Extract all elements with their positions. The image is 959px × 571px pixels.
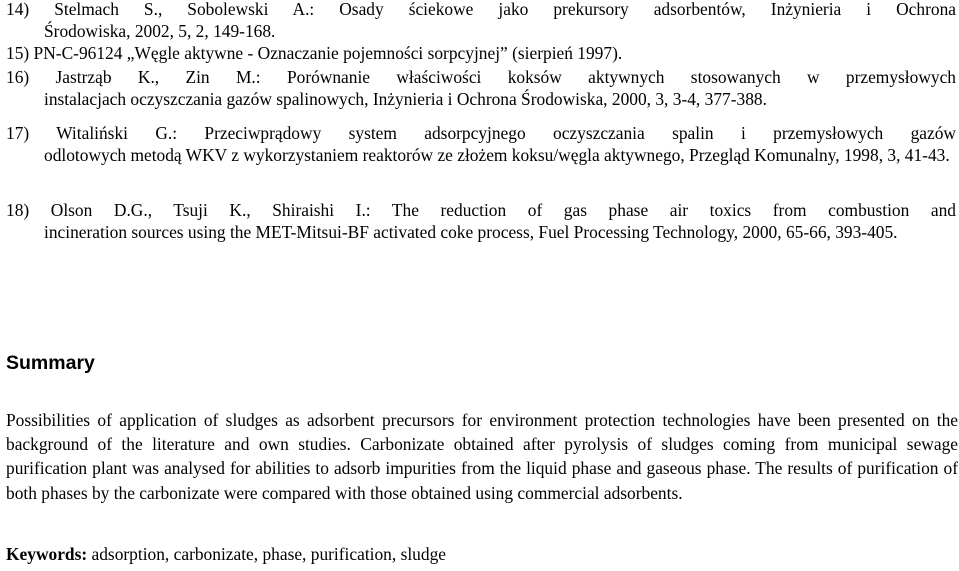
keywords-text: adsorption, carbonizate, phase, purification, sludge: [91, 544, 446, 564]
reference-14-continuation: Środowiska, 2002, 5, 2, 149-168.: [44, 21, 276, 42]
reference-number: 15): [6, 43, 30, 63]
reference-14: [6, 0, 956, 43]
summary-heading: Summary: [6, 352, 95, 374]
reference-number: 18): [6, 200, 30, 220]
reference-15-text: PN-C-96124 „Węgle aktywne - Oznaczanie pojemności sorpcyjnej” (sierpień 1997).: [33, 43, 623, 63]
reference-14-first-line: [6, 0, 956, 20]
reference-14-text: Stelmach S., Sobolewski A.: Osady ściekowe jako prekursory adsorbentów, Inżynieria i Ochrona: [54, 0, 956, 19]
reference-17-first-line: [6, 122, 956, 144]
summary-paragraph: Possibilities of application of sludges as adsorbent precursors for environment protection technologies have been presented on the background of the literature and own studies. Carbonizate obtained after pyrolysis of sludges coming from municipal sewage purification plant was analysed for abilities to adsorb impurities from the liquid phase and gaseous phase. The results of purification of both phases by the carbonizate were compared with those obtained using commercial adsorbents.: [6, 410, 958, 503]
reference-number: 14): [6, 0, 30, 19]
reference-number: 17): [6, 123, 30, 143]
reference-18-continuation: incineration sources using the MET-Mitsui-BF activated coke process, Fuel Processing Technology, 2000, 65-66, 393-405.: [44, 222, 898, 243]
reference-18: [6, 199, 956, 244]
reference-16: [6, 66, 956, 111]
reference-17: [6, 122, 956, 167]
keywords-label: Keywords:: [6, 544, 88, 564]
reference-number: 16): [6, 67, 30, 87]
keywords-line: [6, 543, 446, 565]
reference-18-text: Olson D.G., Tsuji K., Shiraishi I.: The reduction of gas phase air toxics from combustion and: [50, 200, 956, 220]
reference-15-first-line: [6, 42, 956, 64]
reference-18-first-line: [6, 199, 956, 221]
reference-16-continuation: instalacjach oczyszczania gazów spalinowych, Inżynieria i Ochrona Środowiska, 2000, 3, 3-4, 377-388.: [44, 89, 767, 110]
reference-15: [6, 42, 956, 64]
reference-17-text: Witaliński G.: Przeciwprądowy system adsorpcyjnego oczyszczania spalin i przemysłowych gazów: [56, 123, 956, 143]
document-page: [6, 0, 956, 571]
reference-17-continuation: odlotowych metodą WKV z wykorzystaniem reaktorów ze złożem koksu/węgla aktywnego, Przegląd Komunalny, 1998, 3, 41-43.: [44, 145, 950, 166]
reference-16-text: Jastrząb K., Zin M.: Porównanie właściwości koksów aktywnych stosowanych w przemysłowych: [55, 67, 956, 87]
reference-16-first-line: [6, 66, 956, 88]
